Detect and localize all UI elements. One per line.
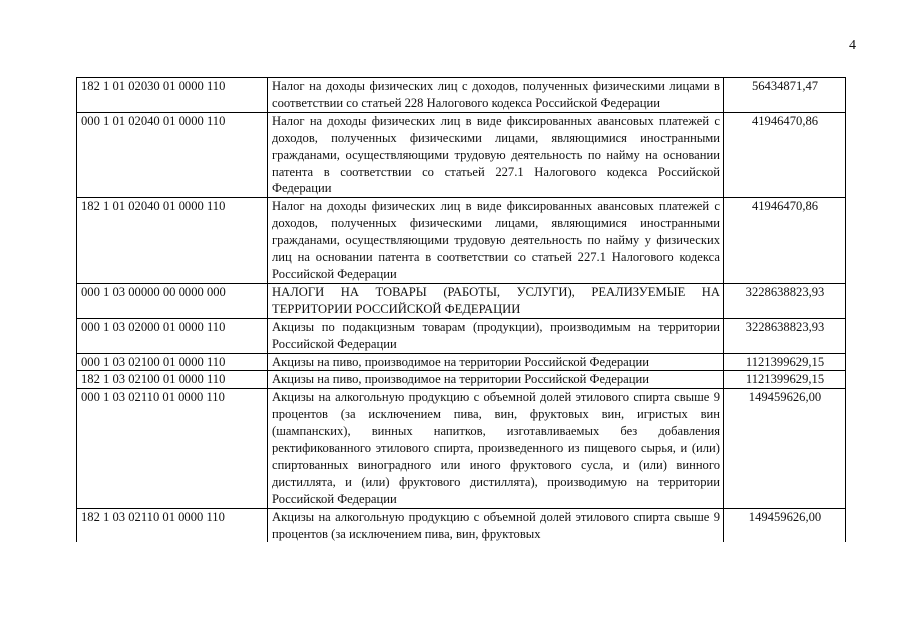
- amount-cell: 41946470,86: [724, 112, 846, 198]
- description-cell: Акцизы на алкогольную продукцию с объемной долей этилового спирта свыше 9 процентов (за исключением пива, вин, фруктовых вин, игристых вин (шампанских), винных напитков, изготавливаемых без добавления ректификованного этилового спирта, произведенного из пищевого сырья, и (или) спиртованных виноградного или иного фруктового сусла, и (или) винного дистиллята, и (или) фруктового дистиллята), производимую на территории Российской Федерации: [268, 389, 724, 508]
- description-cell: НАЛОГИ НА ТОВАРЫ (РАБОТЫ, УСЛУГИ), РЕАЛИЗУЕМЫЕ НА ТЕРРИТОРИИ РОССИЙСКОЙ ФЕДЕРАЦИИ: [268, 283, 724, 318]
- budget-code-cell: 182 1 01 02030 01 0000 110: [77, 78, 268, 113]
- amount-cell: 56434871,47: [724, 78, 846, 113]
- budget-code-cell: 000 1 03 02000 01 0000 110: [77, 318, 268, 353]
- description-cell: Акцизы на пиво, производимое на территории Российской Федерации: [268, 371, 724, 389]
- budget-code-cell: 182 1 03 02110 01 0000 110: [77, 508, 268, 542]
- budget-code-cell: 000 1 03 00000 00 0000 000: [77, 283, 268, 318]
- description-cell: Налог на доходы физических лиц в виде фиксированных авансовых платежей с доходов, полученных физическими лицами, являющимися иностранными гражданами, осуществляющими трудовую деятельность по найму на основании патента в соответствии со статьей 227.1 Налогового кодекса Российской Федерации: [268, 112, 724, 198]
- amount-cell: 41946470,86: [724, 198, 846, 284]
- table-row: [77, 389, 846, 508]
- description-cell: Акцизы по подакцизным товарам (продукции), производимым на территории Российской Федерации: [268, 318, 724, 353]
- table-row: [77, 371, 846, 389]
- table-row: [77, 508, 846, 542]
- amount-cell: 1121399629,15: [724, 353, 846, 371]
- table-row: [77, 318, 846, 353]
- description-cell: Налог на доходы физических лиц с доходов, полученных физическими лицами в соответствии со статьей 228 Налогового кодекса Российской Федерации: [268, 78, 724, 113]
- table-row: [77, 78, 846, 113]
- budget-code-cell: 000 1 03 02100 01 0000 110: [77, 353, 268, 371]
- description-cell: Акцизы на алкогольную продукцию с объемной долей этилового спирта свыше 9 процентов (за исключением пива, вин, фруктовых: [268, 508, 724, 542]
- table-row: [77, 283, 846, 318]
- description-cell: Налог на доходы физических лиц в виде фиксированных авансовых платежей с доходов, полученных физическими лицами, являющимися иностранными гражданами, осуществляющими трудовую деятельность по найму у физических лиц на основании патента в соответствии со статьей 227.1 Налогового кодекса Российской Федерации: [268, 198, 724, 284]
- amount-cell: 3228638823,93: [724, 283, 846, 318]
- table-row: [77, 112, 846, 198]
- amount-cell: 149459626,00: [724, 389, 846, 508]
- table-row: [77, 353, 846, 371]
- revenue-table: [76, 77, 846, 542]
- budget-code-cell: 000 1 01 02040 01 0000 110: [77, 112, 268, 198]
- description-cell: Акцизы на пиво, производимое на территории Российской Федерации: [268, 353, 724, 371]
- budget-code-cell: 000 1 03 02110 01 0000 110: [77, 389, 268, 508]
- page-number: 4: [849, 38, 856, 53]
- budget-code-cell: 182 1 01 02040 01 0000 110: [77, 198, 268, 284]
- budget-code-cell: 182 1 03 02100 01 0000 110: [77, 371, 268, 389]
- amount-cell: 149459626,00: [724, 508, 846, 542]
- amount-cell: 3228638823,93: [724, 318, 846, 353]
- amount-cell: 1121399629,15: [724, 371, 846, 389]
- table-row: [77, 198, 846, 284]
